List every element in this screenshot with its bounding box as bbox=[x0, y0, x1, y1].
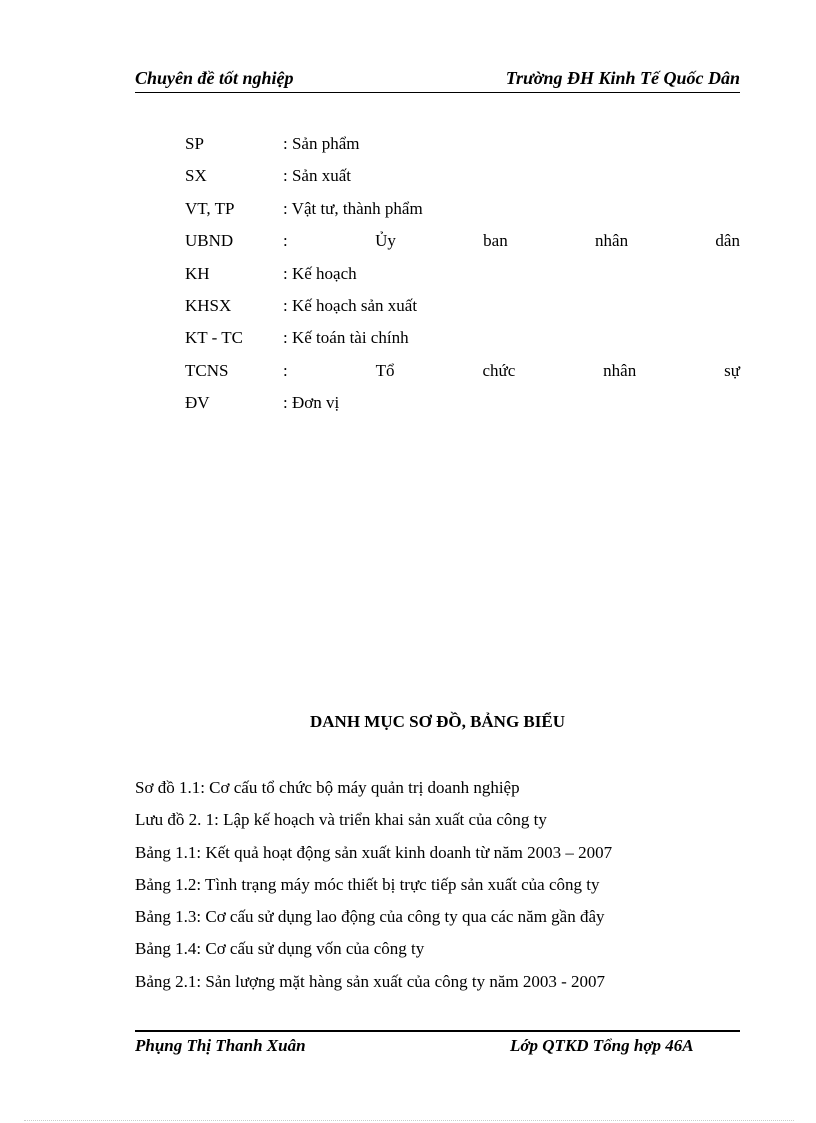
abbreviation-value: : Sản xuất bbox=[283, 166, 351, 186]
abbreviation-value bbox=[283, 227, 740, 255]
header-left-title: Chuyên đề tốt nghiệp bbox=[135, 68, 294, 88]
abbreviation-row bbox=[185, 260, 740, 292]
abbreviation-value: : Kế toán tài chính bbox=[283, 328, 409, 348]
footer-class: Lớp QTKD Tổng hợp 46A bbox=[510, 1036, 694, 1055]
abbreviation-key: KHSX bbox=[185, 295, 232, 315]
list-item: Bảng 1.1: Kết quả hoạt động sản xuất kinh doanh từ năm 2003 – 2007 bbox=[135, 842, 613, 862]
header-right-title: Trường ĐH Kinh Tế Quốc Dân bbox=[505, 68, 740, 88]
abbreviation-value: : Kế hoạch sản xuất bbox=[283, 295, 418, 315]
abbreviation-word: : bbox=[283, 360, 288, 380]
abbreviation-row bbox=[185, 389, 740, 421]
abbreviation-value: : Sản phẩm bbox=[283, 134, 360, 153]
abbreviation-word: chức bbox=[482, 360, 516, 380]
abbreviation-row bbox=[185, 162, 740, 194]
abbreviation-key: KT - TC bbox=[185, 328, 243, 348]
abbreviation-key: TCNS bbox=[185, 360, 229, 380]
abbreviation-row bbox=[185, 195, 740, 227]
abbreviation-word: Tổ bbox=[375, 360, 395, 380]
abbreviation-row bbox=[185, 292, 740, 324]
page-header bbox=[135, 66, 740, 93]
abbreviation-key: ĐV bbox=[185, 393, 210, 413]
abbreviation-value: : Kế hoạch bbox=[283, 263, 357, 283]
abbreviation-key: KH bbox=[185, 263, 210, 283]
abbreviation-word: sự bbox=[724, 360, 740, 380]
abbreviation-row bbox=[185, 357, 740, 389]
abbreviation-key: UBND bbox=[185, 231, 234, 251]
abbreviation-word: ban bbox=[483, 231, 508, 251]
list-item: Bảng 2.1: Sản lượng mặt hàng sản xuất của công ty năm 2003 - 2007 bbox=[135, 971, 606, 991]
list-item: Bảng 1.2: Tình trạng máy móc thiết bị trực tiếp sản xuất của công ty bbox=[135, 874, 600, 894]
abbreviation-key: SP bbox=[185, 134, 204, 153]
footer-author: Phụng Thị Thanh Xuân bbox=[135, 1036, 306, 1055]
abbreviation-key: SX bbox=[185, 166, 207, 186]
abbreviation-value: : Đơn vị bbox=[283, 393, 340, 413]
list-item: Lưu đồ 2. 1: Lập kế hoạch và triển khai sản xuất của công ty bbox=[135, 810, 547, 830]
abbreviation-value bbox=[283, 357, 740, 385]
abbreviation-row bbox=[185, 227, 740, 259]
page-footer bbox=[135, 1030, 740, 1062]
list-item: Sơ đồ 1.1: Cơ cấu tổ chức bộ máy quản trị doanh nghiệp bbox=[135, 778, 520, 797]
abbreviation-key: VT, TP bbox=[185, 198, 235, 218]
abbreviation-list bbox=[185, 130, 740, 422]
figure-table-list bbox=[135, 774, 740, 1000]
list-item: Bảng 1.4: Cơ cấu sử dụng vốn của công ty bbox=[135, 939, 425, 959]
abbreviation-row bbox=[185, 324, 740, 356]
section-title: DANH MỤC SƠ ĐỒ, BẢNG BIỂU bbox=[309, 712, 566, 731]
abbreviation-value: : Vật tư, thành phẩm bbox=[283, 198, 423, 218]
page-bottom-divider bbox=[24, 1120, 794, 1121]
abbreviation-word: dân bbox=[715, 231, 740, 251]
list-item: Bảng 1.3: Cơ cấu sử dụng lao động của công ty qua các năm gần đây bbox=[135, 907, 605, 927]
abbreviation-word: nhân bbox=[603, 360, 637, 380]
abbreviation-row bbox=[185, 130, 740, 162]
abbreviation-word: Ủy bbox=[375, 231, 396, 251]
abbreviation-word: nhân bbox=[595, 231, 629, 251]
abbreviation-word: : bbox=[283, 231, 288, 251]
